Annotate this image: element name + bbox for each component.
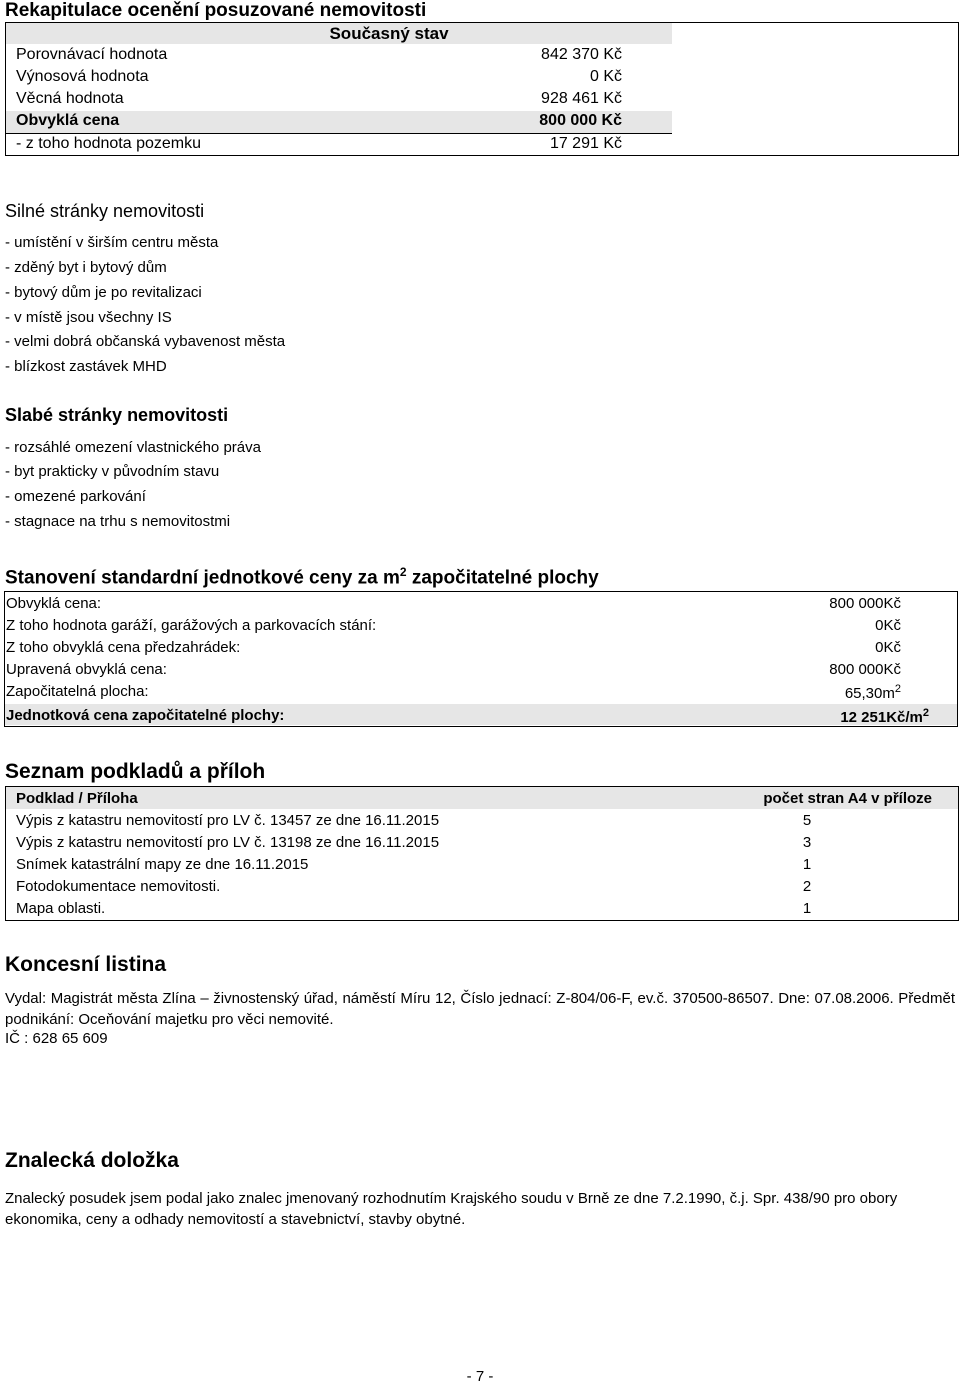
concession-ic: IČ : 628 65 609 [5, 1030, 108, 1047]
recap-value: 800 000 Kč [539, 112, 622, 129]
weaknesses-title: Slabé stránky nemovitosti [5, 405, 229, 425]
list-item: - stagnace na trhu s nemovitostmi [5, 513, 231, 530]
recap-column-header: Současný stav [329, 24, 449, 43]
row-value: 0Kč [875, 617, 901, 634]
table-row [6, 853, 958, 875]
standard-price-title-post: započitatelné plochy [406, 567, 599, 589]
list-item: - byt prakticky v původním stavu [5, 463, 220, 480]
document-pages: 1 [802, 856, 812, 873]
list-item: - umístění v širším centru města [5, 234, 219, 251]
document-label: Fotodokumentace nemovitosti. [16, 878, 221, 895]
row-label: Z toho obvyklá cena předzahrádek: [6, 639, 241, 656]
row-value: 12 $251Kč/m^2$ [840, 707, 929, 726]
documents-header-left: Podklad / Příloha [16, 790, 138, 807]
table-row [5, 592, 957, 614]
standard-price-title [5, 565, 599, 589]
row-value: 800 000Kč [829, 661, 901, 678]
standard-price-title-pre: Stanovení standardní jednotkové ceny za m [5, 567, 400, 589]
recap-label: Výnosová hodnota [16, 68, 149, 85]
recap-label: - z toho hodnota pozemku [16, 135, 202, 152]
recap-divider [6, 133, 672, 134]
page-number: - 7 - [466, 1368, 494, 1385]
table-row [5, 704, 957, 726]
documents-table [5, 786, 959, 921]
standard-price-title-sup: 2 [399, 565, 407, 579]
concession-title: Koncesní listina [5, 953, 167, 976]
list-item: - rozsáhlé omezení vlastnického práva [5, 439, 261, 456]
row-label: Jednotková cena započitatelné plochy: [6, 707, 285, 724]
expert-clause-text: Znalecký posudek jsem podal jako znalec jmenovaný rozhodnutím Krajského soudu v Brně ze dne 7.2.1990, č.j. Spr. 438/90 pro obory ekonomika, ceny a odhady nemovitostí a stavebnictví, stavby obytné. [5, 1190, 898, 1228]
row-value: 800 000Kč [829, 595, 901, 612]
table-row [5, 614, 957, 636]
recap-row [16, 46, 622, 67]
recap-value: 928 461 Kč [541, 90, 622, 107]
documents-title: Seznam podkladů a příloh [5, 760, 266, 783]
list-item: - blízkost zastávek MHD [5, 358, 167, 375]
document-label: Výpis z katastru nemovitostí pro LV č. 13457 ze dne 16.11.2015 [16, 812, 440, 829]
recap-table [5, 22, 959, 156]
list-item: - bytový dům je po revitalizaci [5, 284, 202, 301]
document-label: Snímek katastrální mapy ze dne 16.11.2015 [16, 856, 309, 873]
table-row [6, 831, 958, 853]
list-item: - zděný byt i bytový dům [5, 259, 167, 276]
document-pages: 5 [802, 812, 812, 829]
expert-clause-title: Znalecká doložka [5, 1149, 179, 1172]
row-label: Upravená obvyklá cena: [6, 661, 167, 678]
standard-price-table [4, 591, 958, 727]
list-item: - velmi dobrá občanská vybavenost města [5, 333, 286, 350]
recap-value: 17 291 Kč [549, 135, 622, 152]
recap-label: Věcná hodnota [16, 90, 124, 107]
concession-text: Vydal: Magistrát města Zlína – živnostenský úřad, náměstí Míru 12, Číslo jednací: Z-804/06-F, ev.č. 370500-86507. Dne: 07.08.2006. Předmět podnikání: Oceňování majetku pro věci nemovité. [5, 990, 955, 1028]
recap-row [16, 68, 622, 89]
recap-row [16, 112, 622, 133]
strengths-title: Silné stránky nemovitosti [5, 201, 205, 221]
table-row [6, 809, 958, 831]
row-label: Z toho hodnota garáží, garážových a parkovacích stání: [6, 617, 377, 634]
document-label: Mapa oblasti. [16, 900, 106, 917]
recap-value: 842 370 Kč [541, 46, 622, 63]
list-item: - v místě jsou všechny IS [5, 309, 172, 326]
recap-row [16, 90, 622, 111]
document-label: Výpis z katastru nemovitostí pro LV č. 13198 ze dne 16.11.2015 [16, 834, 440, 851]
recap-label: Porovnávací hodnota [16, 46, 168, 63]
row-value: 0Kč [875, 639, 901, 656]
recap-value: 0 Kč [589, 68, 622, 85]
recap-title: Rekapitulace ocenění posuzované nemovitosti [5, 0, 427, 21]
table-row [5, 658, 957, 680]
documents-header-right: počet stran A4 v příloze [763, 790, 932, 807]
row-label: Obvyklá cena: [6, 595, 102, 612]
recap-label: Obvyklá cena [16, 112, 120, 129]
recap-row [16, 135, 622, 156]
document-pages: 1 [802, 900, 812, 917]
table-row [6, 875, 958, 897]
row-label: Započitatelná plocha: [6, 683, 149, 700]
table-row [6, 897, 958, 919]
row-value: $65,30m^2$ [844, 683, 901, 702]
table-row [5, 680, 957, 702]
list-item: - omezené parkování [5, 488, 146, 505]
document-pages: 3 [802, 834, 812, 851]
document-pages: 2 [802, 878, 812, 895]
table-row [5, 636, 957, 658]
